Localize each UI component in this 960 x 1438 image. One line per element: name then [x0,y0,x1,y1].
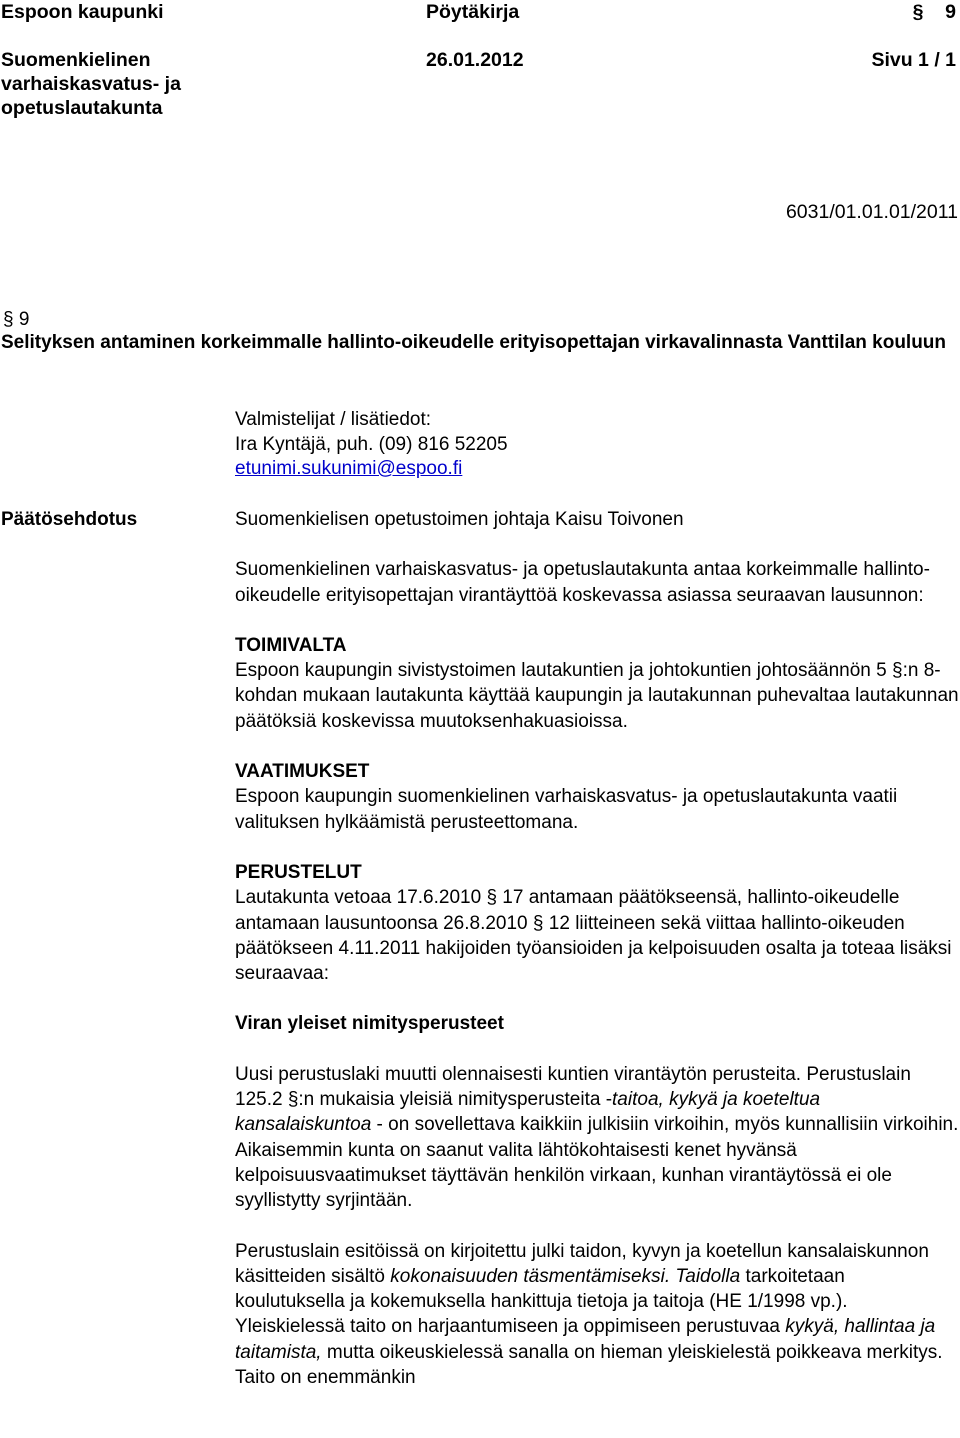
section-sign-icon: § [3,309,14,330]
grounds-block [235,860,959,986]
header-section-number: § 9 [912,1,956,23]
competence-text: Espoon kaupungin sivistystoimen lautakuntien ja johtokuntien johtosäännön 5 §:n 8-kohdan mukaan lautakunta käyttää kaupungin ja lautakunnan puhevaltaa lautakunnan päätöksiä koskevissa muutoksenhakuasioissa. [235,660,959,732]
demands-block [235,759,959,835]
meeting-date: 26.01.2012 [426,49,524,71]
preparer-email-link[interactable]: etunimi.sukunimi@espoo.fi [235,458,463,479]
file-reference: 6031/01.01.01/2011 [785,201,958,223]
document-type: Pöytäkirja [426,1,520,23]
header-section-block [756,0,956,72]
demands-heading: VAATIMUKSET [235,761,370,783]
header-document-block [426,0,686,72]
proposal-body [235,507,959,1415]
grounds-heading: PERUSTELUT [235,861,362,883]
committee-line-2: varhaiskasvatus- ja [1,73,181,95]
paragraph-preparatory-works: Perustuslain esitöissä on kirjoitettu julki taidon, kyvyn ja koetellun kansalaiskunnon käsitteiden sisältö kokonaisuuden täsmentämiseksi. Taidolla tarkoitetaan koulutuksella ja kokemuksella hankittuja tietoja ja taitoja (HE 1/1998 vp.). Yleiskielessä taito on harjaantumiseen ja oppimiseen perustuvaa kykyä, hallintaa ja taitamista, mutta oikeuskielessä sanalla on hieman yleiskielestä poikkeava merkitys. Taito on enemmänkin [235,1240,943,1389]
subheading-appointment-grounds: Viran yleiset nimitysperusteet [235,1013,504,1035]
competence-heading: TOIMIVALTA [235,634,347,656]
section-sign-icon: § [287,1089,299,1111]
grounds-text: Lautakunta vetoaa 17.6.2010 § 17 antamaan päätökseensä, hallinto-oikeudelle antamaan lausuntoonsa 26.8.2010 § 12 liitteineen sekä viittaa hallinto-oikeuden päätökseen 4.11.2011 hakijoiden työansioiden ja kelpoisuuden osalta ja toteaa lisäksi seuraavaa: [235,887,952,985]
section-sign-icon: § [892,660,903,682]
demands-text: Espoon kaupungin suomenkielinen varhaiskasvatus- ja opetuslautakunta vaatii valituksen hylkäämistä perusteettomana. [235,786,898,833]
committee-line-3: opetuslautakunta [1,97,163,119]
section-sign-icon: § [912,1,924,23]
proposer: Suomenkielisen opetustoimen johtaja Kaisu Toivonen [235,509,684,530]
section-sign-icon: § [486,887,498,909]
section-number: § 9 [3,309,30,330]
page-info: Sivu 1 / 1 [871,49,956,71]
organization-name: Espoon kaupunki [1,1,164,23]
section-title: Selityksen antaminen korkeimmalle hallinto-oikeudelle erityisopettajan virkavalinnasta Vanttilan kouluun [1,332,947,353]
preparer-label: Valmistelijat / lisätiedot: [235,409,432,430]
section-sign-icon: § [532,912,544,934]
proposal-label: Päätösehdotus [1,509,138,530]
committee-line-1: Suomenkielinen [1,49,151,71]
preparer-contact: Ira Kyntäjä, puh. (09) 816 52205 [235,433,508,455]
competence-block [235,633,959,734]
header-organization-block [1,0,261,120]
paragraph-constitution: Uusi perustuslaki muutti olennaisesti kuntien virantäytön perusteita. Perustuslain 125.2 §:n mukaisia yleisiä nimitysperusteita -taitoa, kykyä ja koeteltua kansalaiskuntoa - on sovellettava kaikkiin julkisiin virkoihin, myös kunnallisiin virkoihin. Aikaisemmin kunta on saanut valita lähtökohtaisesti kenet hyvänsä kelpoisuusvaatimukset täyttävän henkilön virkaan, kunhan virantäytössä ei ole syyllistytty syrjintään. [235,1063,959,1212]
preparer-info [235,408,935,482]
proposal-intro: Suomenkielinen varhaiskasvatus- ja opetuslautakunta antaa korkeimmalle hallinto-oikeudelle erityisopettajan virantäyttöä koskevassa asiassa seuraavan lausunnon: [235,559,930,606]
